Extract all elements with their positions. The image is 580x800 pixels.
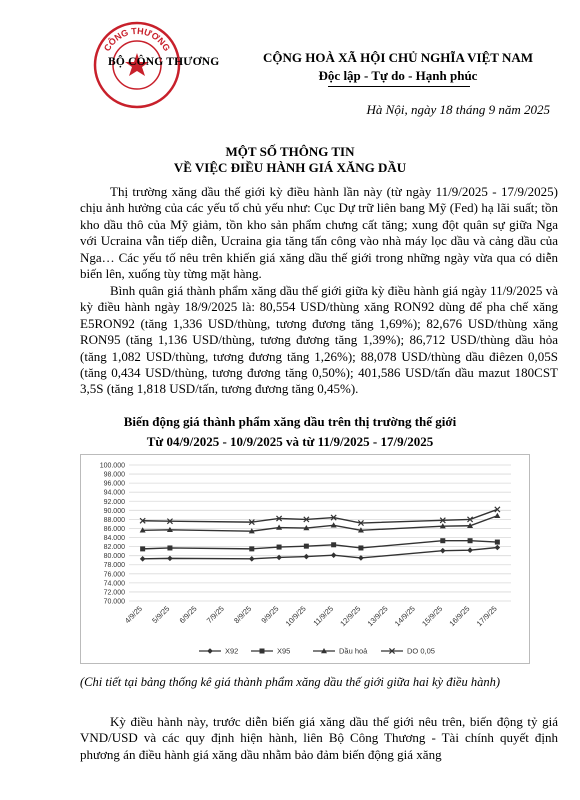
x-tick-label: 7/9/25: [204, 604, 226, 626]
chart-title: Biến động giá thành phẩm xăng dầu trên thị trường thế giới: [123, 414, 457, 429]
y-tick-label: 100.000: [99, 462, 125, 470]
document-title: MỘT SỐ THÔNG TIN: [225, 144, 355, 159]
y-tick-label: 78.000: [103, 562, 125, 570]
y-tick-label: 76.000: [103, 571, 125, 579]
y-tick-label: 96.000: [103, 480, 125, 488]
legend-label: Dầu hoả: [339, 646, 368, 656]
y-tick-label: 98.000: [103, 471, 125, 479]
price-line-chart: [81, 455, 529, 663]
data-point: [468, 538, 473, 543]
x-tick-label: 11/9/25: [311, 604, 336, 628]
motto-underline: [328, 86, 470, 87]
national-motto: Độc lập - Tự do - Hạnh phúc: [318, 68, 478, 83]
series-line-x92: [143, 548, 498, 559]
data-point: [467, 547, 473, 553]
paragraph-market-factors: Thị trường xăng dầu thế giới kỳ điều hành lần này (từ ngày 11/9/2025 - 17/9/2025) chịu ảnh hưởng của các yếu tố chủ yếu như: Cục Dự trữ liên bang Mỹ (Fed) hạ lãi suất; tồn kho dầu thô của Mỹ giảm, tồn kho sản phẩm chưng cất tăng; xung đột quân sự giữa Nga với Ucraina vẫn tiếp diễn, Ucraina gia tăng tấn công vào nhà máy lọc dầu và cảng dầu của Nga… Các yếu tố nêu trên khiến giá xăng dầu thế giới trong những ngày vừa qua có diễn biến lên, xuống tùy từng mặt hàng.: [80, 184, 558, 282]
x-tick-label: 8/9/25: [232, 604, 254, 626]
legend-label: X92: [225, 646, 239, 656]
x-tick-label: 12/9/25: [338, 604, 363, 629]
y-tick-label: 88.000: [103, 516, 125, 524]
data-point: [277, 545, 282, 550]
x-tick-label: 10/9/25: [283, 604, 308, 629]
y-tick-label: 74.000: [103, 580, 125, 588]
legend-marker: [207, 648, 213, 654]
x-tick-label: 6/9/25: [177, 604, 199, 626]
data-point: [249, 556, 255, 562]
y-tick-label: 80.000: [103, 553, 125, 561]
y-tick-label: 70.000: [103, 598, 125, 606]
data-point: [304, 554, 310, 560]
legend-label: X95: [277, 646, 291, 656]
data-point: [494, 513, 500, 518]
legend-label: DO 0,05: [407, 646, 435, 656]
data-point: [495, 545, 501, 551]
x-tick-label: 4/9/25: [122, 604, 145, 626]
x-tick-label: 15/9/25: [420, 604, 445, 629]
x-tick-label: 16/9/25: [447, 604, 472, 629]
y-tick-label: 82.000: [103, 544, 125, 552]
data-point: [249, 546, 254, 551]
x-tick-label: 14/9/25: [392, 604, 417, 629]
data-point: [304, 544, 309, 549]
seal-arc-text: CÔNG THƯƠNG: [101, 25, 173, 53]
paragraph-average-prices: Bình quân giá thành phẩm xăng dầu thế giới giữa kỳ điều hành giá ngày 11/9/2025 và kỳ điều hành ngày 18/9/2025 là: 80,554 USD/thùng xăng RON92 dùng để pha chế xăng E5RON92 (tăng 1,336 USD/thùng, tương đương tăng 1,69%); 82,676 USD/thùng xăng RON95 (tăng 1,136 USD/thùng, tương đương tăng 1,39%); 86,712 USD/thùng dầu hỏa (tăng 1,082 USD/thùng, tương đương tăng 1,26%); 88,078 USD/thùng dầu điêzen 0,05S (tăng 0,434 USD/thùng, tương đương tăng 0,50%); 401,586 USD/tấn dầu mazut 180CST 3,5S (tăng 1,818 USD/tấn, tương đương tăng 0,45%).: [80, 283, 558, 397]
ministry-name: BỘ CÔNG THƯƠNG: [108, 56, 220, 68]
x-tick-label: 13/9/25: [365, 604, 390, 629]
y-tick-label: 94.000: [103, 489, 125, 497]
paragraph-decision: Kỳ điều hành này, trước diễn biến giá xăng dầu thế giới nêu trên, biến động tỷ giá VND/USD và các quy định hiện hành, liên Bộ Công Thương - Tài chính quyết định phương án điều hành giá xăng dầu nhằm bảo đảm biến động giá xăng: [80, 714, 558, 762]
dateline: Hà Nội, ngày 18 tháng 9 năm 2025: [366, 102, 550, 117]
data-point: [495, 540, 500, 545]
x-tick-label: 17/9/25: [474, 604, 499, 629]
y-tick-label: 84.000: [103, 535, 125, 543]
data-point: [331, 552, 337, 558]
data-point: [140, 556, 146, 562]
chart-note: (Chi tiết tại bảng thống kê giá thành phẩm xăng dầu thế giới giữa hai kỳ điều hành): [79, 675, 501, 689]
data-point: [167, 545, 172, 550]
data-point: [440, 548, 446, 554]
data-point: [167, 556, 173, 562]
legend-marker: [260, 649, 265, 654]
data-point: [440, 538, 445, 543]
data-point: [331, 542, 336, 547]
data-point: [140, 546, 145, 551]
national-title: CỘNG HOÀ XÃ HỘI CHỦ NGHĨA VIỆT NAM: [262, 50, 534, 65]
y-tick-label: 92.000: [103, 498, 125, 506]
y-tick-label: 90.000: [103, 507, 125, 515]
x-tick-label: 5/9/25: [150, 604, 172, 626]
chart-subtitle: Từ 04/9/2025 - 10/9/2025 và từ 11/9/2025 - 17/9/2025: [146, 434, 434, 449]
document-subtitle: VỀ VIỆC ĐIỀU HÀNH GIÁ XĂNG DẦU: [173, 160, 407, 175]
price-chart-frame: [80, 454, 530, 664]
y-tick-label: 72.000: [103, 589, 125, 597]
y-tick-label: 86.000: [103, 525, 125, 533]
data-point: [358, 545, 363, 550]
x-tick-label: 9/9/25: [259, 604, 281, 626]
